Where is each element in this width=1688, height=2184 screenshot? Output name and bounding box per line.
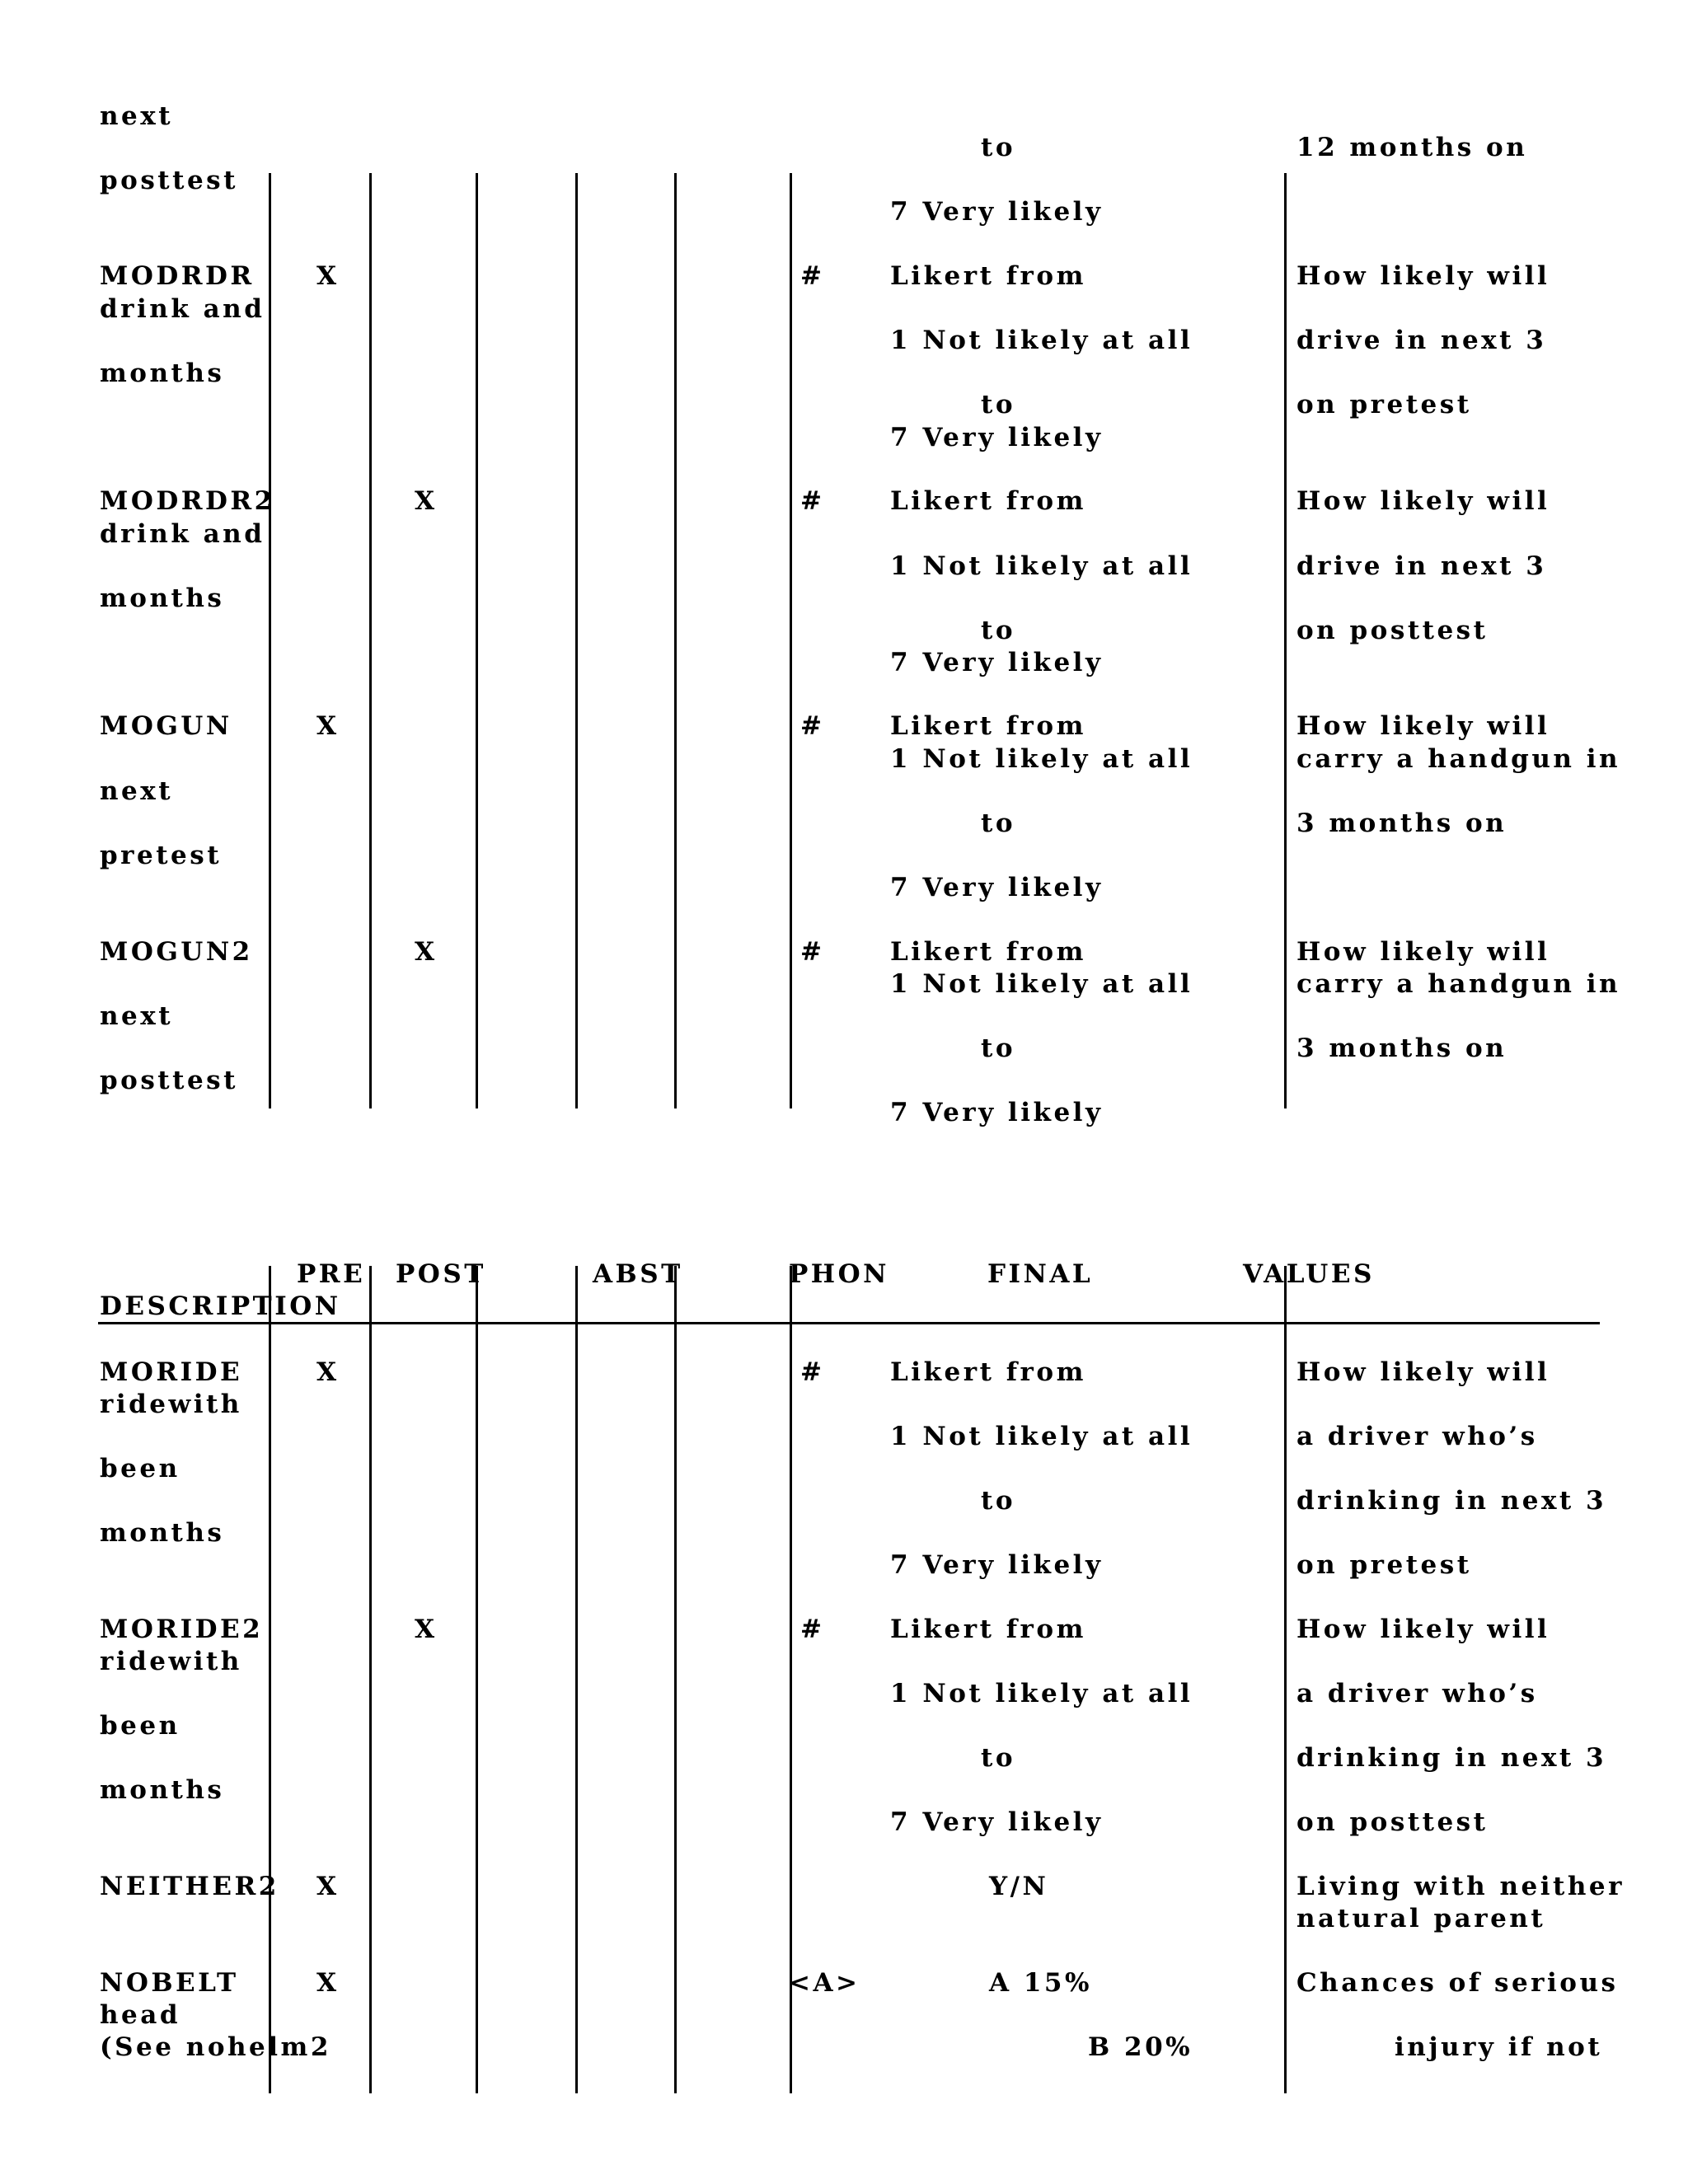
table-cell-text: Likert from — [890, 261, 1086, 291]
table-cell-text: a driver who’s — [1296, 1422, 1538, 1451]
table-cell-text: posttest — [100, 166, 238, 195]
table-cell-text: 7 Very likely — [890, 1098, 1104, 1127]
table-cell-text: been — [100, 1454, 181, 1483]
table-cell-text: Likert from — [890, 1615, 1086, 1644]
table-cell-text: X — [415, 1615, 438, 1644]
table-cell-text: drive in next 3 — [1296, 551, 1547, 581]
table-cell-text: on posttest — [1296, 616, 1489, 645]
table-cell-text: carry a handgun in — [1296, 744, 1621, 774]
table-cell-text: 7 Very likely — [890, 197, 1104, 227]
table-cell-text: How likely will — [1296, 1615, 1550, 1644]
column-rule — [269, 173, 271, 1108]
column-rule — [269, 1266, 271, 2093]
table-cell-text: MOGUN — [100, 711, 232, 741]
table-cell-text: 7 Very likely — [890, 873, 1104, 902]
table-cell-text: NOBELT — [100, 1968, 239, 1998]
table-cell-text: on pretest — [1296, 390, 1472, 419]
table-cell-text: # — [800, 937, 825, 967]
table-cell-text: to — [981, 808, 1015, 838]
table-cell-text: ridewith — [100, 1647, 242, 1676]
header-rule — [98, 1322, 1600, 1324]
header-description: DESCRIPTION — [100, 1291, 341, 1321]
column-rule — [575, 1266, 578, 2093]
table-cell-text: carry a handgun in — [1296, 969, 1621, 999]
table-cell-text: to — [981, 1743, 1015, 1773]
table-cell-text: X — [316, 1872, 340, 1901]
table-cell-text: B 20% — [1088, 2032, 1193, 2062]
table-cell-text: months — [100, 359, 225, 388]
table-cell-text: 1 Not likely at all — [890, 1422, 1193, 1451]
table-cell-text: # — [800, 1357, 825, 1387]
table-cell-text: on pretest — [1296, 1550, 1472, 1580]
table-cell-text: # — [800, 261, 825, 291]
table-cell-text: 1 Not likely at all — [890, 551, 1193, 581]
table-cell-text: a driver who’s — [1296, 1679, 1538, 1708]
table-cell-text: drink and — [100, 294, 265, 324]
header-values: VALUES — [1243, 1259, 1375, 1289]
table-cell-text: ridewith — [100, 1390, 242, 1419]
table-cell-text: next — [100, 101, 174, 131]
table-cell-text: X — [316, 1968, 340, 1998]
table-cell-text: on posttest — [1296, 1807, 1489, 1837]
header-final: FINAL — [987, 1259, 1094, 1289]
table-cell-text: MORIDE2 — [100, 1615, 264, 1644]
table-cell-text: 7 Very likely — [890, 648, 1104, 677]
table-cell-text: drinking in next 3 — [1296, 1743, 1607, 1773]
table-cell-text: (See nohelm2 — [100, 2032, 331, 2062]
table-cell-text: MOGUN2 — [100, 937, 253, 967]
table-cell-text: How likely will — [1296, 937, 1550, 967]
header-pre: PRE — [297, 1259, 366, 1289]
table-cell-text: Likert from — [890, 1357, 1086, 1387]
table-cell-text: drinking in next 3 — [1296, 1486, 1607, 1516]
column-rule — [1284, 1266, 1287, 2093]
column-rule — [369, 1266, 372, 2093]
column-rule — [1284, 173, 1287, 1108]
table-cell-text: drink and — [100, 519, 265, 549]
table-cell-text: How likely will — [1296, 1357, 1550, 1387]
table-cell-text: 7 Very likely — [890, 423, 1104, 452]
table-cell-text: # — [800, 486, 825, 516]
table-cell-text: to — [981, 133, 1015, 162]
table-cell-text: next — [100, 776, 174, 806]
table-cell-text: Likert from — [890, 486, 1086, 516]
table-cell-text: MODRDR2 — [100, 486, 275, 516]
table-cell-text: X — [316, 1357, 340, 1387]
column-rule — [674, 173, 677, 1108]
table-cell-text: to — [981, 390, 1015, 419]
table-cell-text: injury if not — [1395, 2032, 1603, 2062]
table-cell-text: X — [415, 486, 438, 516]
table-cell-text: X — [316, 711, 340, 741]
table-cell-text: A 15% — [989, 1968, 1092, 1998]
column-rule — [476, 1266, 478, 2093]
table-cell-text: 1 Not likely at all — [890, 744, 1193, 774]
table-cell-text: months — [100, 1775, 225, 1805]
table-cell-text: How likely will — [1296, 261, 1550, 291]
table-cell-text: # — [800, 1615, 825, 1644]
table-cell-text: Living with neither — [1296, 1872, 1625, 1901]
table-cell-text: months — [100, 1518, 225, 1548]
table-cell-text: # — [800, 711, 825, 741]
table-cell-text: 7 Very likely — [890, 1550, 1104, 1580]
table-cell-text: to — [981, 616, 1015, 645]
table-cell-text: drive in next 3 — [1296, 326, 1547, 355]
table-cell-text: Likert from — [890, 711, 1086, 741]
table-cell-text: MORIDE — [100, 1357, 243, 1387]
table-cell-text: NEITHER2 — [100, 1872, 279, 1901]
table-cell-text: posttest — [100, 1066, 238, 1095]
table-cell-text: 3 months on — [1296, 1033, 1507, 1063]
column-rule — [476, 173, 478, 1108]
column-rule — [790, 173, 792, 1108]
column-rule — [674, 1266, 677, 2093]
column-rule — [369, 173, 372, 1108]
table-cell-text: Y/N — [989, 1872, 1049, 1901]
header-phon: PHON — [789, 1259, 889, 1289]
table-cell-text: Likert from — [890, 937, 1086, 967]
table-cell-text: pretest — [100, 841, 223, 870]
table-cell-text: <A> — [789, 1968, 860, 1998]
table-cell-text: Chances of serious — [1296, 1968, 1619, 1998]
column-rule — [575, 173, 578, 1108]
table-cell-text: to — [981, 1033, 1015, 1063]
table-cell-text: X — [316, 261, 340, 291]
table-cell-text: 7 Very likely — [890, 1807, 1104, 1837]
table-cell-text: 1 Not likely at all — [890, 1679, 1193, 1708]
table-cell-text: months — [100, 583, 225, 613]
table-cell-text: 1 Not likely at all — [890, 969, 1193, 999]
table-cell-text: to — [981, 1486, 1015, 1516]
table-cell-text: head — [100, 2000, 181, 2030]
table-cell-text: been — [100, 1711, 181, 1741]
table-cell-text: 12 months on — [1296, 133, 1528, 162]
table-cell-text: 1 Not likely at all — [890, 326, 1193, 355]
table-cell-text: MODRDR — [100, 261, 255, 291]
table-cell-text: X — [415, 937, 438, 967]
header-abst: ABST — [593, 1259, 683, 1289]
table-cell-text: 3 months on — [1296, 808, 1507, 838]
header-post: POST — [396, 1259, 486, 1289]
table-cell-text: next — [100, 1001, 174, 1031]
table-cell-text: How likely will — [1296, 711, 1550, 741]
table-cell-text: natural parent — [1296, 1904, 1546, 1933]
table-cell-text: How likely will — [1296, 486, 1550, 516]
